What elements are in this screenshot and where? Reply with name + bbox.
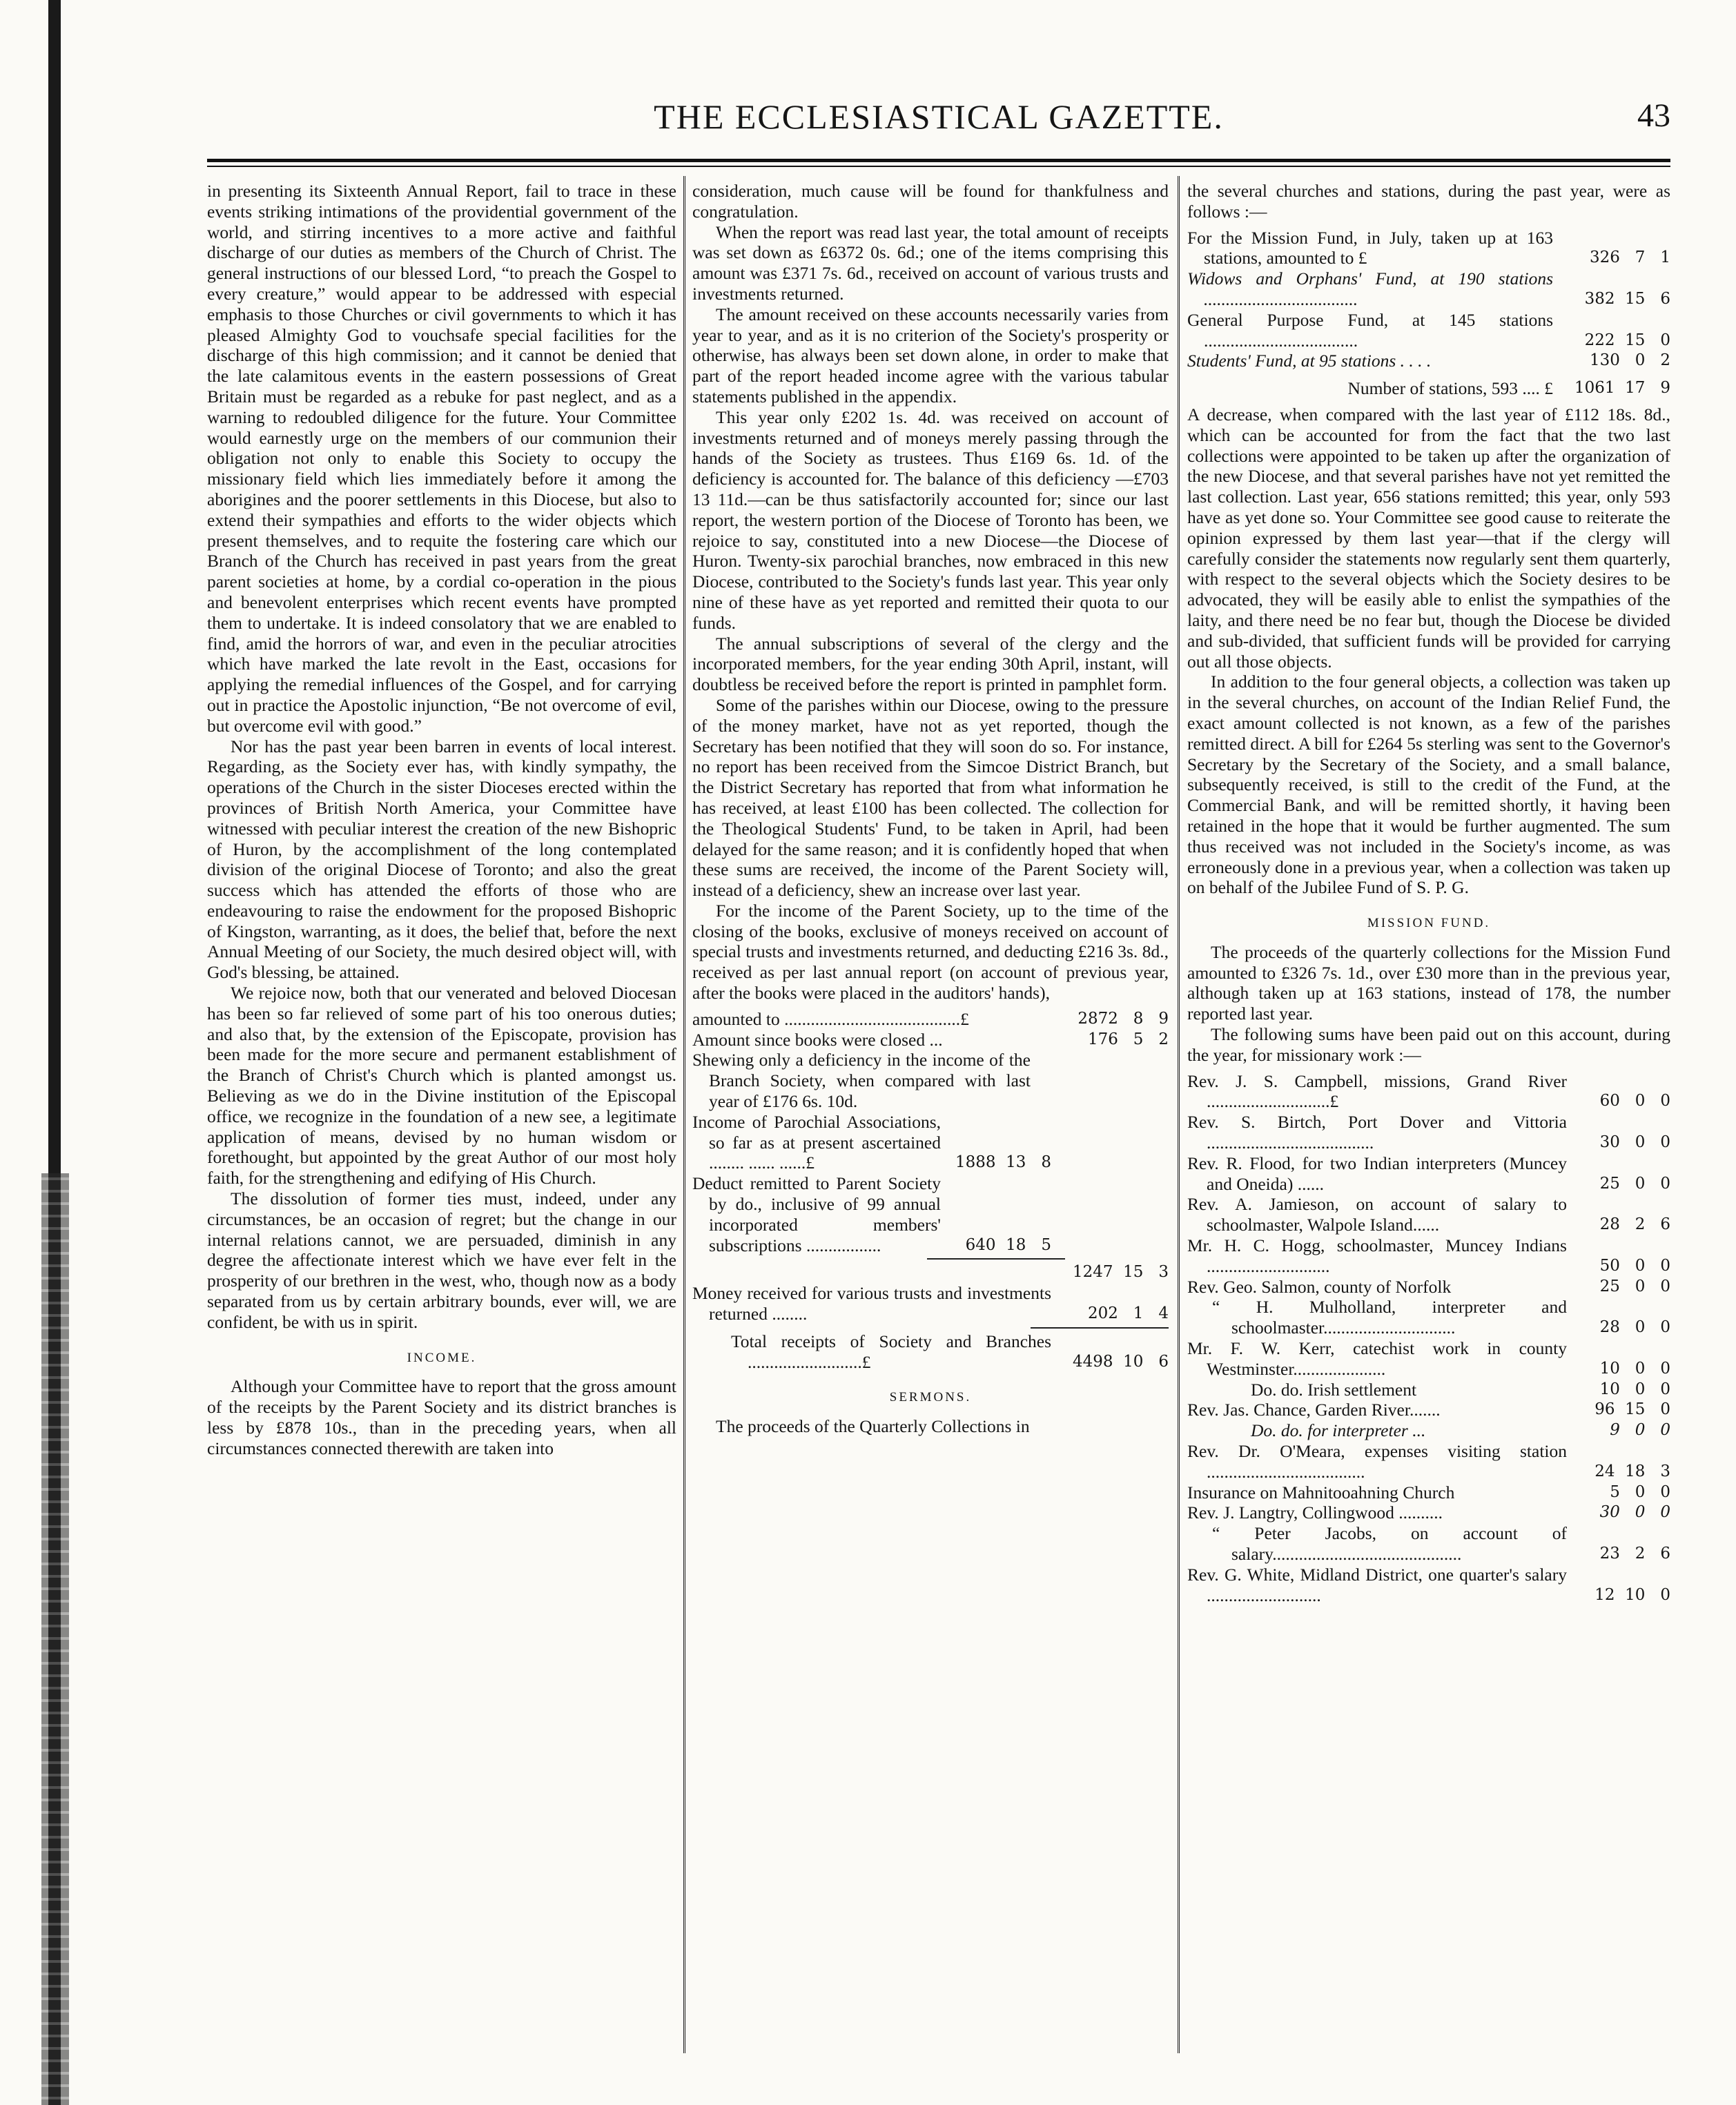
ledger-amount: 96 15 0 [1594,1400,1670,1419]
ledger-label: Mr. F. W. Kerr, catechist work in county Westminster..................... [1187,1338,1567,1379]
account-label: Deduct remitted to Parent Society by do., inclusive of 99 annual incorporated members' subscriptions ................. [692,1173,941,1255]
ledger-row [1187,1112,1670,1153]
account-label: amounted to ........................................£ [692,1008,969,1029]
account-amount: 1247 15 3 [1073,1263,1169,1282]
ledger-label: “ Peter Jacobs, on account of salary........................................... [1212,1523,1567,1564]
fund-row [1187,310,1670,351]
ledger-row [1187,1420,1670,1441]
paragraph: Although your Committee have to report that the gross amount of the receipts by the Parent Society and its district branches is less by £878 10s., than in the preceding years, when all circumstances connected therewith are taken into [207,1376,676,1458]
ledger-label: Rev. S. Birtch, Port Dover and Vittoria ...................................... [1187,1112,1567,1153]
account-row [692,1331,1169,1373]
paragraph: consideration, much cause will be found for thankfulness and congratulation. [692,181,1169,222]
account-amount: 2872 8 9 [1077,1009,1169,1028]
account-row [692,1050,1169,1111]
account-label: Shewing only a deficiency in the income of the Branch Society, when compared with last year of £176 6s. 10d. [692,1050,1031,1112]
account-row [692,1283,1169,1324]
paragraph: The annual subscriptions of several of the clergy and the incorporated members, for the year ending 30th April, instant, will doubtless be received before the report is printed in pamphlet form. [692,633,1169,695]
paragraph: The dissolution of former ties must, indeed, under any circumstances, be an occasion of regret; but the change in our internal relations cannot, we are persuaded, diminish in any degree the affectionate interest which we have ever felt in the prosperity of our brethren in the west, who, though now as a body separated from us by certain arbitrary bounds, ever will, we are confident, be with us in spirit. [207,1188,676,1332]
paragraph: We rejoice now, both that our venerated and beloved Diocesan has been so far relieved of some part of his too onerous duties; and also that, by the extension of the Episcopate, provision has been made for the more secure and permanent establishment of the Branch of Christ's Church which is planted amongst us. Believing as we do in the Divine institution of the Episcopal office, we recognize in the foundation of a new see, a legitimate application of means, devised by no human wisdom or forethought, but appointed by the great Author of our most holy faith, for the strengthening and edifying of His Church. [207,983,676,1188]
ledger-amount: 25 0 0 [1599,1277,1670,1295]
ledger-amount: 9 0 0 [1610,1421,1670,1440]
paragraph: The amount received on these accounts necessarily varies from year to year, and as it is no criterion of the Society's prosperity or otherwise, has always been set down alone, in order to make that part of the report headed income agree with the various tabular statements published in the appendix. [692,304,1169,407]
fund-amount: 130 0 2 [1589,351,1670,370]
paragraph: A decrease, when compared with the last year of £112 18s. 8d., which can be accounted for from the fact that the two last collections were appointed to be taken up after the organization of the new Diocese, and that several parishes have not yet remitted the last collection. Last year, 656 stations remitted; this year, only 593 have as yet done so. Your Committee see good cause to reiterate the opinion expressed by them last year—that if the clergy will carefully consider the statements now regularly sent them quarterly, with respect to the several objects which the Society desires to be advocated, they will be easily able to enlist the sympathies of the laity, and there need be no fear but, though the Diocese be divided and sub-divided, that sufficient funds will be provided for carrying out all those objects. [1187,404,1670,672]
column-1 [207,181,676,1459]
header-rule-thick [207,159,1670,162]
page-title: THE ECCLESIASTICAL GAZETTE. [654,97,1224,136]
account-amount: 176 5 2 [1087,1030,1169,1048]
ledger-label: Rev. Geo. Salmon, county of Norfolk [1187,1276,1452,1297]
ledger-row [1187,1441,1670,1482]
paragraph: For the income of the Parent Society, up to the time of the closing of the books, exclusive of moneys received on account of special trusts and investments returned, and deducting £216 3s. 8d., received as per last annual report (on account of previous year, after the books were placed in the auditors' hands), [692,900,1169,1003]
fund-row [1187,228,1670,269]
ledger-amount: 30 0 0 [1599,1503,1670,1522]
ledger-label: Rev. R. Flood, for two Indian interpreters (Muncey and Oneida) ...... [1187,1153,1567,1194]
sum-rule [1031,1327,1169,1329]
account-row [692,1262,1169,1283]
account-amount: 4498 10 6 [1073,1352,1169,1371]
ledger-label: Do. do. for interpreter ... [1251,1420,1426,1441]
ledger-row [1187,1297,1670,1338]
account-amount: 640 18 5 [965,1235,1051,1254]
ledger-row [1187,1235,1670,1277]
account-row [692,1112,1169,1173]
paragraph: In addition to the four general objects, a collection was taken up in the several churches, on account of the Indian Relief Fund, the exact amount collected is not known, as a few of the parishes remitted direct. A bill for £264 5s sterling was sent to the Governor's Secretary by the Secretary of the Society, and a small balance, subsequently received, is still to the credit of the Fund, at the Commercial Bank, and will be remitted shortly, it having been retained in the hope that it would be further augmented. The sum thus received was not included in the Society's income, as was erroneously done in a previous year, when a collection was taken up on behalf of the Jubilee Fund of S. P. G. [1187,672,1670,898]
account-label: Total receipts of Society and Branches ..........................£ [731,1331,1051,1372]
ledger-row [1187,1380,1670,1400]
ledger-label: Rev. G. White, Midland District, one quarter's salary .......................... [1187,1564,1567,1605]
fund-total-amount: 1061 17 9 [1574,379,1670,398]
paragraph: Some of the parishes within our Diocese, owing to the pressure of the money market, have not as yet reported, though the Secretary has been notified that they will soon do so. For instance, no report has been received from the Simcoe District Branch, but the District Secretary has reported that from what information he has received, at least £100 has been collected. The collection for the Theological Students' Fund, to be taken in April, had been delayed for the same reason; and it is confidently hoped that when these sums are received, the income of the Parent Society will, instead of a deficiency, shew an increase over last year. [692,694,1169,901]
ledger-amount: 50 0 0 [1599,1256,1670,1275]
ledger-amount: 10 0 0 [1599,1380,1670,1398]
ledger-label: Do. do. Irish settlement [1251,1379,1417,1400]
ledger-row [1187,1565,1670,1606]
account-label: Money received for various trusts and investments returned ........ [692,1283,1051,1324]
column-rule [683,176,685,2053]
paragraph: in presenting its Sixteenth Annual Report, fail to trace in these events striking intimations of the providential government of the world, and stirring incentives to a more active and faithful discharge of our duties as members of the Church of Christ. The general instructions of our blessed Lord, “to preach the Gospel to every creature,” would appear to be addressed with especial emphasis to those Churches or civil governments to which it has pleased Almighty God to vouchsafe special facilities for the discharge of this high commission; and it cannot be denied that the late calamitous events in the eastern possessions of Great Britain must be regarded as a rebuke for past neglect, and as a warning to redoubled diligence for the future. Your Committee would earnestly urge on the members of our communion their obligation not only to enable this Society to occupy the missionary field which lies immediately before it among the aborigines and the poorer settlements in this Diocese, but also to extend their sympathies and efforts to the wider objects which present themselves, and to requite the fostering care which our Branch of the Church has received in past years from the great parent societies at home, by a cordial co-operation in the pious and benevolent enterprises which recent events have prompted them to undertake. It is indeed consolatory that we are enabled to find, amid the horrors of war, and even in the peculiar atrocities which have marked the late revolt in the East, occasions for applying the remedial influences of the Gospel, and for carrying out in practice the Apostolic injunction, “Be not overcome of evil, but overcome evil with good.” [207,181,676,736]
fund-amount: 326 7 1 [1589,248,1670,267]
ledger-amount: 12 10 0 [1594,1585,1670,1604]
fund-row [1187,351,1670,371]
column-2 [692,181,1169,1437]
ledger-row [1187,1523,1670,1565]
paragraph: This year only £202 1s. 4d. was received on account of investments returned and of moneys merely passing through the hands of the Society as trustees. Thus £169 6s. 1d. of the deficiency is accounted for. The balance of this deficiency —£703 13 11d.—can be thus satisfactorily accounted for; since our last report, the western portion of the Diocese of Toronto has been, we rejoice to say, constituted into a new Diocese—the Diocese of Huron. Twenty-six parochial branches, now embraced in this new Diocese, contributed to the Society's funds last year. This year only nine of these have as yet reported and remitted their quota to our funds. [692,407,1169,633]
fund-label: For the Mission Fund, in July, taken up at 163 stations, amounted to £ [1187,227,1553,268]
ledger-row [1187,1071,1670,1113]
page-number: 43 [1637,97,1670,134]
binding-edge [41,1173,69,2105]
account-row [692,1030,1169,1050]
account-row [692,1009,1169,1030]
ledger-row [1187,1502,1670,1523]
ledger-label: Rev. A. Jamieson, on account of salary to schoolmaster, Walpole Island...... [1187,1194,1567,1235]
fund-row [1187,268,1670,310]
section-heading-income: INCOME. [407,1350,477,1365]
ledger-row [1187,1482,1670,1503]
sum-rule [927,1258,1065,1260]
income-accounts [692,1009,1169,1373]
section-heading-sermons: SERMONS. [889,1390,972,1405]
fund-label: General Purpose Fund, at 145 stations ................................... [1187,309,1553,351]
quarterly-collections [1187,228,1670,399]
header-rule-thin [207,166,1670,167]
fund-total-label: Number of stations, 593 .... £ [1347,378,1553,399]
ledger-amount: 23 2 6 [1599,1545,1670,1563]
paragraph: When the report was read last year, the total amount of receipts was set down as £6372 0s. 6d.; one of the items comprising this amount was £371 7s. 6d., received on account of various trusts and investments returned. [692,222,1169,304]
ledger-label: Rev. J. S. Campbell, missions, Grand River ............................£ [1187,1070,1567,1112]
account-label: Amount since books were closed ... [692,1029,943,1050]
fund-total-row [1187,378,1670,399]
ledger-label: Rev. Dr. O'Meara, expenses visiting station .................................... [1187,1441,1567,1482]
account-amount: 1888 13 8 [955,1153,1051,1172]
ledger-amount: 5 0 0 [1610,1482,1670,1501]
fund-label: Widows and Orphans' Fund, at 190 stations ................................... [1187,268,1553,309]
column-3 [1187,181,1670,1611]
ledger-label: “ H. Mulholland, interpreter and schoolmaster.............................. [1212,1297,1567,1338]
paragraph: The following sums have been paid out on this account, during the year, for missionary work :— [1187,1024,1670,1065]
section-heading-mission-fund: MISSION FUND. [1367,916,1491,931]
paragraph: The proceeds of the Quarterly Collections in [716,1416,1030,1437]
ledger-row [1187,1400,1670,1420]
ledger-amount: 10 0 0 [1599,1359,1670,1378]
fund-amount: 222 15 0 [1584,331,1670,349]
paragraph: Nor has the past year been barren in events of local interest. Regarding, as the Society ever has, with kindly sympathy, the operations of the Church in the sister Dioceses erected within the provinces of British North America, your Committee have witnessed with peculiar interest the creation of the new Bishopric of Huron, by the accomplishment of the long contemplated division of the original Diocese of Toronto; and also the great success which has attended the efforts of those who are endeavouring to raise the endowment for the proposed Bishopric of Kingston, warranting, as it does, the belief that, before the next Annual Meeting of our Society, the much desired object will, with God's blessing, be attained. [207,736,676,983]
ledger-row [1187,1338,1670,1380]
mission-ledger [1187,1071,1670,1606]
account-amount: 202 1 4 [1087,1304,1169,1323]
ledger-amount: 25 0 0 [1599,1174,1670,1193]
fund-label: Students' Fund, at 95 stations . . . . [1187,351,1432,371]
ledger-label: Rev. J. Langtry, Collingwood .......... [1187,1502,1443,1523]
fund-amount: 382 15 6 [1584,289,1670,308]
ledger-row [1187,1153,1670,1195]
account-row [692,1173,1169,1255]
paragraph: The proceeds of the quarterly collections for the Mission Fund amounted to £326 7s. 1d., over £30 more than in the previous year, although taken up at 163 stations, instead of 178, the number reported last year. [1187,941,1670,1024]
ledger-label: Rev. Jas. Chance, Garden River....... [1187,1400,1441,1420]
page-header [207,97,1670,145]
ledger-amount: 28 2 6 [1599,1215,1670,1234]
paragraph: the several churches and stations, during the past year, were as follows :— [1187,181,1670,222]
column-rule [1178,176,1180,2053]
account-label: Income of Parochial Associations, so far as at present ascertained ........ ...... ......£ [692,1111,941,1173]
ledger-amount: 24 18 3 [1594,1462,1670,1480]
ledger-row [1187,1277,1670,1298]
ledger-amount: 28 0 0 [1599,1318,1670,1337]
ledger-row [1187,1194,1670,1235]
ledger-amount: 60 0 0 [1599,1092,1670,1110]
ledger-label: Insurance on Mahnitooahning Church [1187,1482,1455,1502]
ledger-label: Mr. H. C. Hogg, schoolmaster, Muncey Indians ............................ [1187,1235,1567,1276]
ledger-amount: 30 0 0 [1599,1133,1670,1152]
